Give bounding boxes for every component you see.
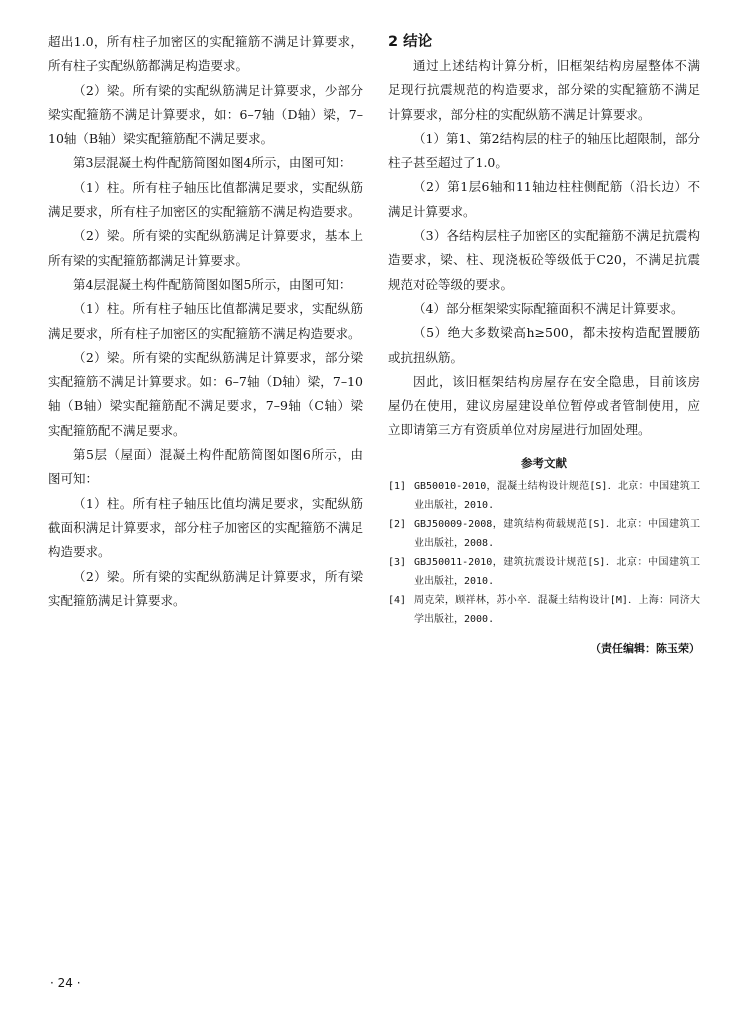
conclusion-paragraph: （4）部分框架梁实际配箍面积不满足计算要求。	[413, 300, 684, 316]
reference-item	[388, 515, 700, 553]
reference-number: [3]	[388, 556, 407, 568]
conclusion-paragraph: （5）绝大多数梁高h≥500，都未按构造配置腰筋或抗扭纵筋。	[388, 325, 700, 365]
body-paragraph: 超出1.0，所有柱子加密区的实配箍筋不满足计算要求，所有柱子实配纵筋都满足构造要求。	[48, 34, 363, 74]
body-paragraph: （2）梁。所有梁的实配纵筋满足计算要求，基本上所有梁的实配箍筋都满足计算要求。	[48, 228, 363, 268]
body-paragraph: （1）柱。所有柱子轴压比值均满足要求，实配纵筋截面积满足计算要求，部分柱子加密区的实配箍筋不满足构造要求。	[48, 495, 363, 560]
body-paragraph: （1）柱。所有柱子轴压比值都满足要求，实配纵筋满足要求，所有柱子加密区的实配箍筋不满足构造要求。	[48, 179, 363, 220]
body-paragraph: 第3层混凝土构件配筋简图如图4所示，由图可知：	[73, 155, 352, 171]
section-title: 2 结论	[388, 34, 433, 50]
page-number: · 24 ·	[50, 976, 81, 990]
editor-credit: （责任编辑：陈玉荣）	[590, 641, 700, 655]
left-column	[48, 30, 363, 613]
reference-item	[388, 477, 700, 515]
body-paragraph: 第4层混凝土构件配筋简图如图5所示，由图可知：	[73, 276, 352, 292]
conclusion-paragraph: （3）各结构层柱子加密区的实配箍筋不满足抗震构造要求，梁、柱、现浇板砼等级低于C20，不满足抗震规范对砼等级的要求。	[388, 228, 700, 292]
reference-text: GBJ50009-2008，建筑结构荷载规范[S]．北京：中国建筑工业出版社，2008.	[414, 518, 700, 549]
reference-item	[388, 553, 700, 591]
body-paragraph: （1）柱。所有柱子轴压比值都满足要求，实配纵筋满足要求，所有柱子加密区的实配箍筋不满足构造要求。	[48, 301, 363, 341]
body-paragraph: （2）梁。所有梁的实配纵筋满足计算要求，所有梁实配箍筋满足计算要求。	[48, 568, 363, 608]
reference-number: [4]	[388, 594, 407, 606]
body-paragraph: （2）梁。所有梁的实配纵筋满足计算要求，少部分梁实配箍筋不满足计算要求，如：6–7轴（D轴）梁，7–10轴（B轴）梁实配箍筋配不满足要求。	[48, 82, 363, 147]
reference-number: [2]	[388, 518, 407, 530]
reference-text: GBJ50011-2010，建筑抗震设计规范[S]．北京：中国建筑工业出版社，2010.	[414, 556, 700, 587]
reference-item	[388, 591, 700, 629]
reference-number: [1]	[388, 480, 407, 492]
body-paragraph: 第5层（屋面）混凝土构件配筋简图如图6所示，由图可知：	[48, 447, 363, 487]
reference-text: 周克荣，顾祥林，苏小卒．混凝土结构设计[M]．上海：同济大学出版社，2000.	[414, 594, 700, 625]
references-title: 参考文献	[521, 455, 567, 470]
conclusion-paragraph: 通过上述结构计算分析，旧框架结构房屋整体不满足现行抗震规范的构造要求，部分梁的实配箍筋不满足计算要求，部分柱的实配纵筋不满足计算要求。	[388, 58, 700, 122]
conclusion-paragraph: 因此，该旧框架结构房屋存在安全隐患，目前该房屋仍在使用，建议房屋建设单位暂停或者管制使用，应立即请第三方有资质单位对房屋进行加固处理。	[388, 373, 700, 438]
right-column	[388, 30, 700, 659]
reference-text: GB50010-2010，混凝土结构设计规范[S]．北京：中国建筑工业出版社，2010.	[414, 480, 700, 511]
conclusion-paragraph: （1）第1、第2结构层的柱子的轴压比超限制，部分柱子甚至超过了1.0。	[388, 130, 700, 171]
conclusion-paragraph: （2）第1层6轴和11轴边柱柱侧配筋（沿长边）不满足计算要求。	[388, 179, 700, 219]
body-paragraph: （2）梁。所有梁的实配纵筋满足计算要求，部分梁实配箍筋不满足计算要求。如：6–7轴（D轴）梁，7–10轴（B轴）梁实配箍筋配不满足要求，7–9轴（C轴）梁实配箍筋配不满足要求。	[48, 349, 363, 438]
reference-list	[388, 477, 700, 629]
